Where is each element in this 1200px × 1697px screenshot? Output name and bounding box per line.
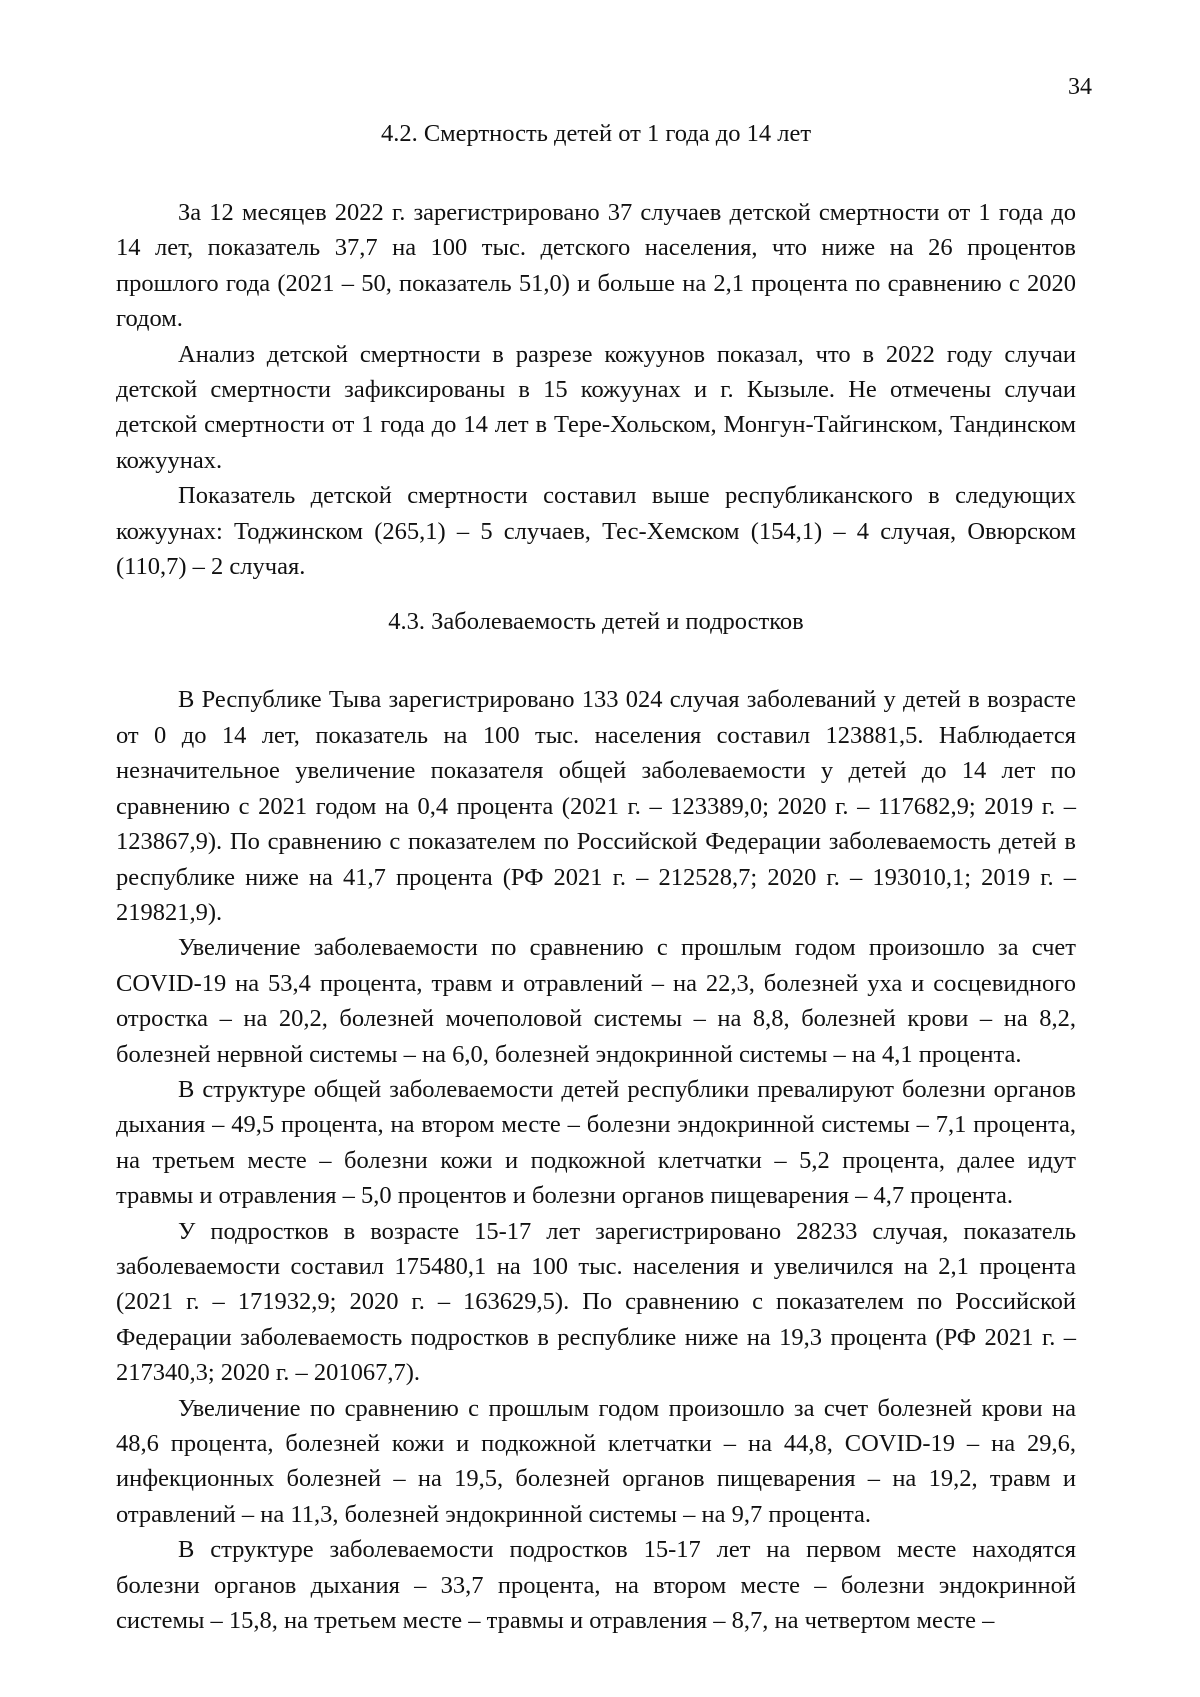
paragraph: В структуре общей заболеваемости детей республики превалируют болезни органов дыхания – 49,5 процента, на втором месте – болезни эндокринной системы – 7,1 процента, на третьем месте – болезни кожи и подкожной клетчатки – 5,2 процента, далее идут травмы и отравления – 5,0 процентов и болезни органов пищеварения – 4,7 процента. — [116, 1075, 1076, 1210]
section-heading-4-3: 4.3. Заболеваемость детей и подростков — [388, 608, 804, 636]
paragraph: У подростков в возрасте 15-17 лет зарегистрировано 28233 случая, показатель заболеваемости составил 175480,1 на 100 тыс. населения и увеличился на 2,1 процента (2021 г. – 171932,9; 2020 г. – 163629,5). По сравнению с показателем по Российской Федерации заболеваемость подростков в республике ниже на 19,3 процента (РФ 2021 г. – 217340,3; 2020 г. – 201067,7). — [116, 1217, 1076, 1387]
page-number: 34 — [1068, 74, 1092, 100]
paragraph: Увеличение заболеваемости по сравнению с прошлым годом произошло за счет COVID-19 на 53,4 процента, травм и отравлений – на 22,3, болезней уха и сосцевидного отростка – на 20,2, болезней мочеполовой системы – на 8,8, болезней крови – на 8,2, болезней нервной системы – на 6,0, болезней эндокринной системы – на 4,1 процента. — [116, 934, 1076, 1068]
paragraph: За 12 месяцев 2022 г. зарегистрировано 37 случаев детской смертности от 1 года до 14 лет, показатель 37,7 на 100 тыс. детского населения, что ниже на 26 процентов прошлого года (2021 – 50, показатель 51,0) и больше на 2,1 процента по сравнению с 2020 годом. — [116, 199, 1076, 333]
section-heading-4-2: 4.2. Смертность детей от 1 года до 14 лет — [380, 120, 812, 147]
page-body — [116, 116, 1076, 1638]
paragraph: В структуре заболеваемости подростков 15-17 лет на первом месте находятся болезни органов дыхания – 33,7 процента, на втором месте – болезни эндокринной системы – 15,8, на третьем месте – травмы и отравления – 8,7, на четвертом месте – — [116, 1536, 1076, 1635]
paragraph: В Республике Тыва зарегистрировано 133 024 случая заболеваний у детей в возрасте от 0 до 14 лет, показатель на 100 тыс. населения составил 123881,5. Наблюдается незначительное увеличение показателя общей заболеваемости у детей до 14 лет по сравнению с 2021 годом на 0,4 процента (2021 г. – 123389,0; 2020 г. – 117682,9; 2019 г. – 123867,9). По сравнению с показателем по Российской Федерации заболеваемость детей в республике ниже на 41,7 процента (РФ 2021 г. – 212528,7; 2020 г. – 193010,1; 2019 г. – 219821,9). — [116, 686, 1076, 926]
paragraph: Увеличение по сравнению с прошлым годом произошло за счет болезней крови на 48,6 процента, болезней кожи и подкожной клетчатки – на 44,8, COVID-19 – на 29,6, инфекционных болезней – на 19,5, болезней органов пищеварения – на 19,2, травм и отравлений – на 11,3, болезней эндокринной системы – на 9,7 процента. — [116, 1394, 1076, 1528]
paragraph: Показатель детской смертности составил выше республиканского в следующих кожуунах: Тоджинском (265,1) – 5 случаев, Тес-Хемском (154,1) – 4 случая, Овюрском (110,7) – 2 случая. — [116, 482, 1076, 581]
paragraph: Анализ детской смертности в разрезе кожуунов показал, что в 2022 году случаи детской смертности зафиксированы в 15 кожуунах и г. Кызыле. Не отмечены случаи детской смертности от 1 года до 14 лет в Тере-Хольском, Монгун-Тайгинском, Тандинском кожуунах. — [116, 340, 1076, 474]
